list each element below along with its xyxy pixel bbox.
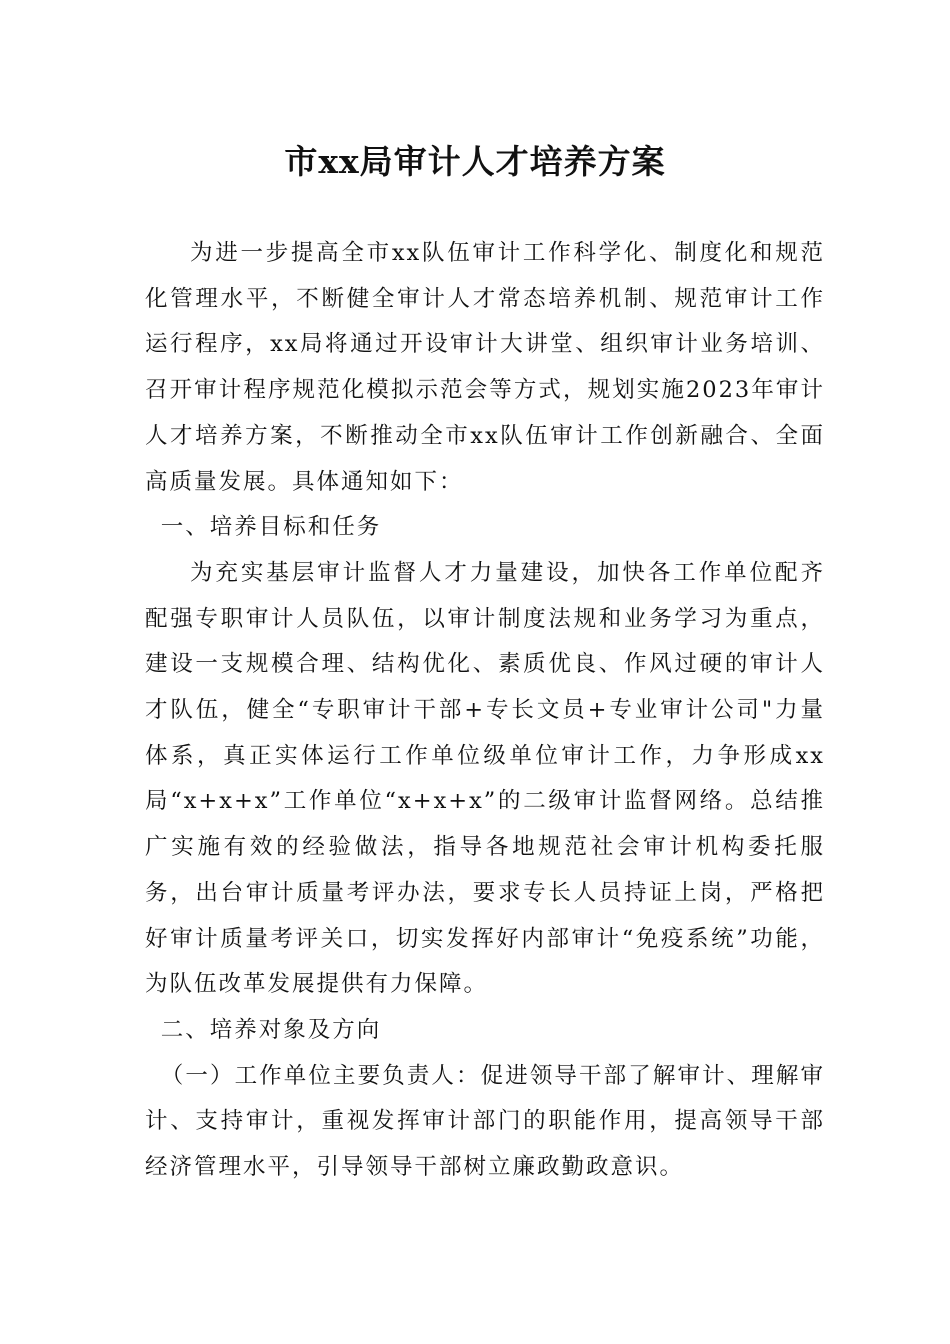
section-1-heading: 一、培养目标和任务 [160,514,382,541]
intro-paragraph: 为进一步提高全市xx队伍审计工作科学化、制度化和规范化管理水平，不断健全审计人才常态培养机制、规范审计工作运行程序，xx局将通过开设审计大讲堂、组织审计业务培训、召开审计程序规范化模拟示范会等方式，规划实施2023年审计人才培养方案，不断推动全市xx队伍审计工作创新融合、全面高质量发展。具体通知如下： [145,240,825,495]
document-title: 市xx局审计人才培养方案 [284,142,666,181]
document-body [145,231,825,1191]
section-2-item-1: （一）工作单位主要负责人：促进领导干部了解审计、理解审计、支持审计，重视发挥审计部门的职能作用，提高领导干部经济管理水平，引导领导干部树立廉政勤政意识。 [145,1062,825,1181]
section-1-paragraph: 为充实基层审计监督人才力量建设，加快各工作单位配齐配强专职审计人员队伍，以审计制度法规和业务学习为重点，建设一支规模合理、结构优化、素质优良、作风过硬的审计人才队伍，健全“专职审计干部+专长文员+专业审计公司"力量体系，真正实体运行工作单位级单位审计工作，力争形成xx局“x+x+x”工作单位“x+x+x”的二级审计监督网络。总结推广实施有效的经验做法，指导各地规范社会审计机构委托服务，出台审计质量考评办法，要求专长人员持证上岗，严格把好审计质量考评关口，切实发挥好内部审计“免疫系统”功能，为队伍改革发展提供有力保障。 [145,559,825,998]
section-2-heading: 二、培养对象及方向 [160,1016,382,1043]
